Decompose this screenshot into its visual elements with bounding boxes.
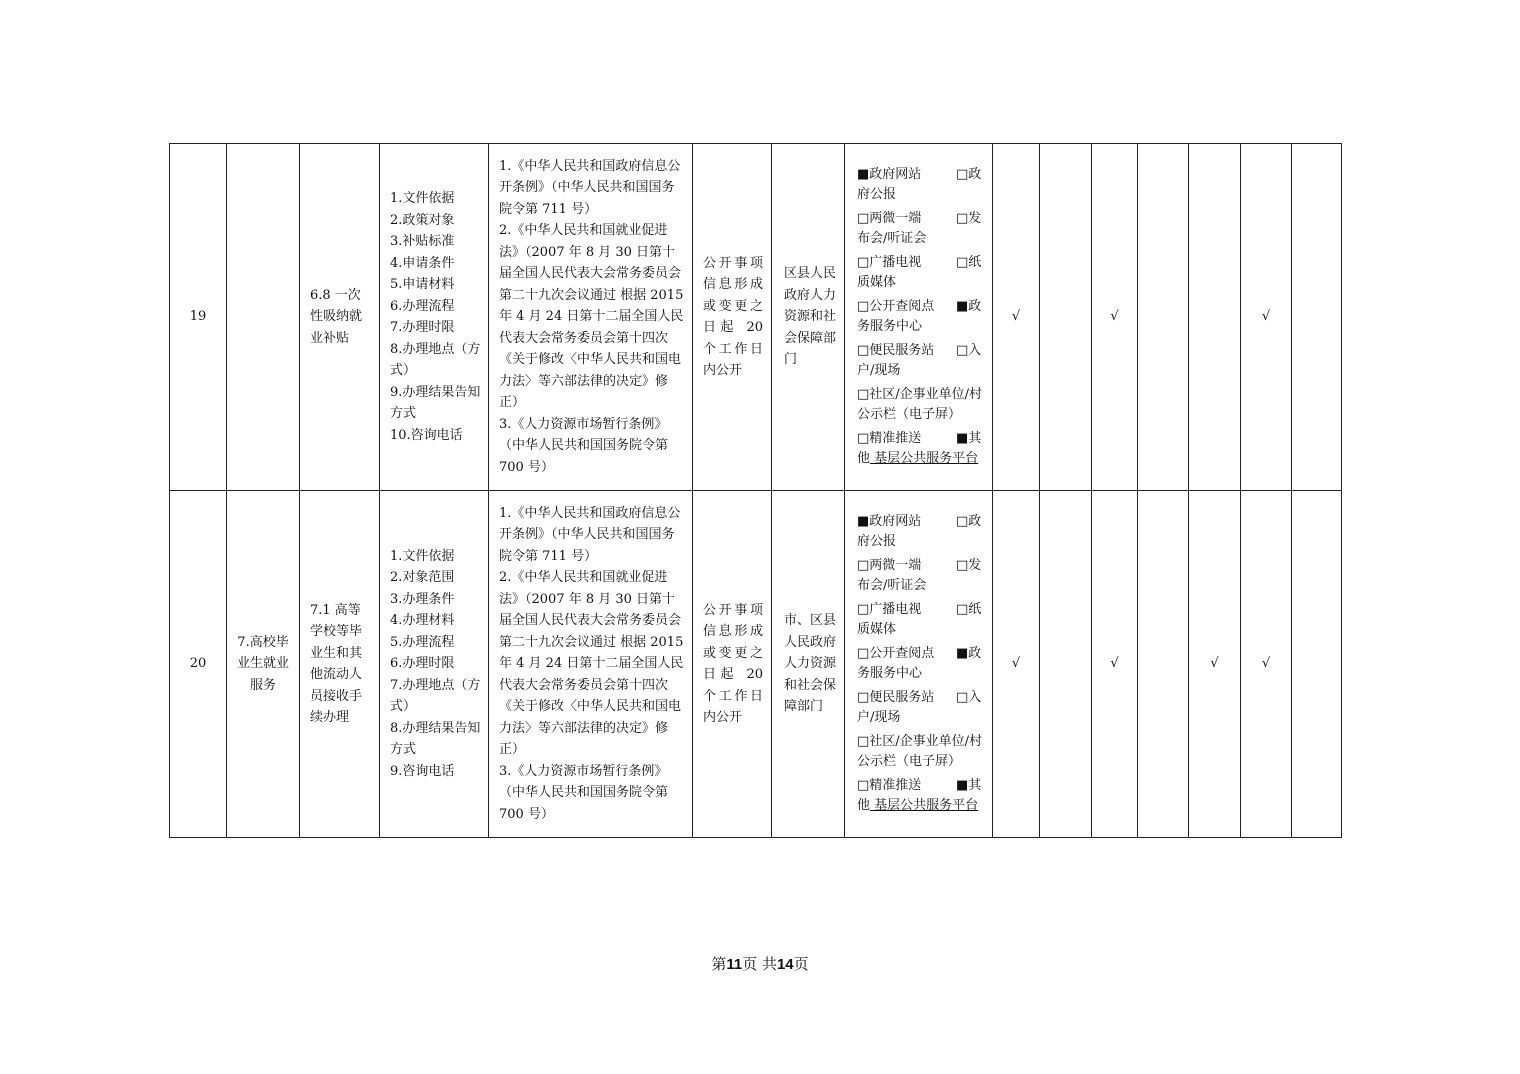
channel-option: ■其: [956, 431, 982, 446]
table-row: [170, 491, 1342, 838]
element-line: 2.对象范围: [390, 570, 455, 586]
channel-continuation: 户/现场: [857, 363, 901, 378]
channels-cell: [845, 491, 993, 838]
channel-continuation: 务服务中心: [857, 319, 923, 334]
channel-option: □社区/企事业单位/村公示栏（电子屏）: [857, 387, 983, 422]
other-label: 他: [857, 798, 871, 813]
channel-option: □发: [956, 211, 982, 226]
page-number: [0, 953, 1520, 974]
check-cell: [1138, 144, 1189, 491]
channel-line: [857, 556, 986, 576]
channel-option: □便民服务站: [857, 690, 935, 705]
channels-list: [857, 165, 986, 469]
category-cell: 7.高校毕业生就业服务: [227, 491, 300, 838]
check-cell: √: [1092, 144, 1138, 491]
element-line: 10.咨询电话: [390, 427, 463, 443]
item-cell: 7.1 高等学校等毕业生和其他流动人员接收手续办理: [300, 491, 380, 838]
other-platform: 基层公共服务平台: [870, 451, 979, 466]
element-line: 4.办理材料: [390, 613, 455, 629]
channel-group: [857, 341, 986, 381]
channel-option: □公开查阅点: [857, 299, 935, 314]
element-line: 5.申请材料: [390, 277, 455, 292]
channel-option: □精准推送: [857, 431, 922, 446]
channel-option: □政: [956, 167, 982, 182]
element-line: 2.政策对象: [390, 212, 455, 228]
basis-line: 1.《中华人民共和国政府信息公开条例》（中华人民共和国国务院令第 711 号）: [499, 505, 681, 564]
channel-option: □便民服务站: [857, 343, 935, 358]
channel-option: □公开查阅点: [857, 646, 935, 661]
element-line: 6.办理流程: [390, 298, 455, 314]
channel-option: □纸: [956, 602, 982, 617]
channel-group: [857, 165, 986, 205]
channel-option: ■政: [956, 646, 982, 661]
channel-group: [857, 297, 986, 337]
channel-option: □发: [956, 558, 982, 573]
elements-cell: [380, 491, 489, 838]
channel-line: [857, 776, 986, 796]
basis-line: 2.《中华人民共和国就业促进法》（2007 年 8 月 30 日第十届全国人民代表大会常务委员会第二十九次会议通过 根据 2015 年 4 月 24 日第十二届全国人民代表大会常务委员会第十四次《关于修改〈中华人民共和国电力法〉等六部法律的决定》修正）: [499, 223, 684, 411]
check-cell: √: [1092, 491, 1138, 838]
channel-group: [857, 209, 986, 249]
channel-group: [857, 556, 986, 596]
channel-line: [857, 165, 986, 185]
channel-line: [857, 429, 986, 449]
channel-continuation: 户/现场: [857, 710, 901, 725]
page-middle: 页 共: [742, 955, 777, 973]
page-suffix: 页: [793, 955, 809, 973]
other-label: 他: [857, 451, 871, 466]
element-line: 7.办理时限: [390, 320, 455, 335]
channel-line: [857, 209, 986, 229]
channels-list: [857, 512, 986, 816]
basis-cell: [489, 491, 693, 838]
element-line: 9.咨询电话: [390, 763, 455, 779]
other-platform: 基层公共服务平台: [870, 798, 979, 813]
channel-continuation: 质媒体: [857, 275, 897, 290]
element-line: 1.文件依据: [390, 548, 455, 564]
elements-cell: [380, 144, 489, 491]
element-line: 1.文件依据: [390, 191, 455, 206]
channel-line: [857, 512, 986, 532]
element-line: 3.补贴标准: [390, 234, 455, 249]
element-line: 4.申请条件: [390, 255, 455, 271]
check-cell: [1040, 144, 1092, 491]
channel-option: □入: [956, 690, 982, 705]
element-line: 8.办理地点（方式）: [390, 341, 481, 378]
check-cell: [1292, 144, 1342, 491]
channel-line: [857, 600, 986, 620]
channel-line: [857, 341, 986, 361]
channel-option: ■政府网站: [857, 167, 922, 182]
check-cell: √: [1189, 491, 1241, 838]
channel-continuation: 府公报: [857, 534, 897, 549]
channel-continuation: 府公报: [857, 187, 897, 202]
department-cell: 市、区县人民政府人力资源和社会保障部门: [772, 491, 845, 838]
total-pages: 14: [776, 956, 794, 973]
channel-option: □两微一端: [857, 558, 922, 573]
channel-option: □入: [956, 343, 982, 358]
channel-option: ■政: [956, 299, 982, 314]
channel-group: [857, 600, 986, 640]
basis-line: 1.《中华人民共和国政府信息公开条例》（中华人民共和国国务院令第 711 号）: [499, 158, 681, 217]
basis-line: 3.《人力资源市场暂行条例》（中华人民共和国国务院令第 700 号）: [499, 763, 669, 822]
channel-group: [857, 688, 986, 728]
channel-group: [857, 644, 986, 684]
check-cell: √: [1241, 491, 1292, 838]
channel-option: ■政府网站: [857, 514, 922, 529]
channel-line: [857, 297, 986, 317]
element-line: 7.办理地点（方式）: [390, 677, 481, 715]
channel-continuation: 布会/听证会: [857, 231, 927, 246]
channel-group: [857, 429, 986, 469]
channel-continuation: 务服务中心: [857, 666, 923, 681]
element-line: 9.办理结果告知方式: [390, 384, 481, 421]
page-prefix: 第: [711, 955, 727, 973]
channel-continuation: [857, 449, 986, 469]
channel-group: [857, 253, 986, 293]
department-cell: 区县人民政府人力资源和社会保障部门: [772, 144, 845, 491]
element-line: 6.办理时限: [390, 656, 455, 672]
item-cell: 6.8 一次性吸纳就业补贴: [300, 144, 380, 491]
channel-line: [857, 688, 986, 708]
channel-option: □精准推送: [857, 778, 922, 793]
channel-continuation: 布会/听证会: [857, 578, 927, 593]
time-limit-cell: 公开事项信息形成或变更之日起 20 个工作日内公开: [693, 491, 772, 838]
check-cell: √: [993, 144, 1040, 491]
channel-continuation: 质媒体: [857, 622, 897, 637]
channel-line: [857, 253, 986, 273]
channel-line: [857, 644, 986, 664]
check-cell: [1138, 491, 1189, 838]
basis-cell: [489, 144, 693, 491]
category-cell: [227, 144, 300, 491]
channel-option: □政: [956, 514, 982, 529]
policy-disclosure-table: [169, 143, 1342, 838]
element-line: 8.办理结果告知方式: [390, 720, 481, 758]
element-line: 5.办理流程: [390, 634, 455, 650]
check-cell: √: [1241, 144, 1292, 491]
channel-option: □纸: [956, 255, 982, 270]
check-cell: [1040, 491, 1092, 838]
check-cell: [1292, 491, 1342, 838]
check-cell: [1189, 144, 1241, 491]
channel-option: □社区/企事业单位/村公示栏（电子屏）: [857, 734, 983, 769]
channel-option: □广播电视: [857, 602, 922, 617]
channel-option: □两微一端: [857, 211, 922, 226]
channel-group: [857, 776, 986, 816]
channel-group: [857, 512, 986, 552]
table-row: [170, 144, 1342, 491]
channel-continuation: [857, 796, 986, 816]
row-number: 20: [170, 491, 227, 838]
channel-option: ■其: [956, 778, 982, 793]
channel-option: □广播电视: [857, 255, 922, 270]
element-line: 3.办理条件: [390, 591, 455, 607]
channels-cell: [845, 144, 993, 491]
time-limit-cell: 公开事项信息形成或变更之日起 20 个工作日内公开: [693, 144, 772, 491]
check-cell: √: [993, 491, 1040, 838]
basis-line: 2.《中华人民共和国就业促进法》（2007 年 8 月 30 日第十届全国人民代表大会常务委员会第二十九次会议通过 根据 2015 年 4 月 24 日第十二届全国人民代表大会常务委员会第十四次《关于修改〈中华人民共和国电力法〉等六部法律的决定》修正）: [499, 570, 684, 758]
basis-line: 3.《人力资源市场暂行条例》（中华人民共和国国务院令第 700 号）: [499, 416, 669, 475]
row-number: 19: [170, 144, 227, 491]
current-page: 11: [726, 956, 743, 973]
